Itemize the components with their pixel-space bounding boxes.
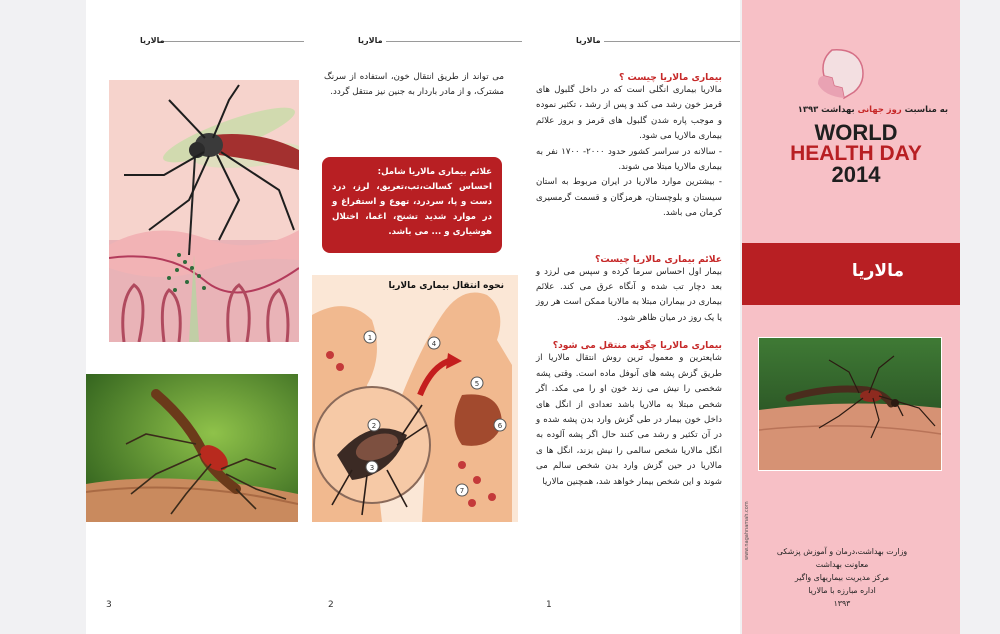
symptoms-box: [322, 157, 502, 253]
transmission-continued-text: می تواند از طریق انتقال خون، استفاده از سرنگ مشترک، و از مادر باردار به جنین نیز منتقل گردد.: [324, 72, 504, 98]
symptoms-box-title: علائم بیماری مالاریا شامل:: [377, 167, 492, 177]
mosquito-on-skin-photo: [86, 374, 298, 522]
event-line-2: HEALTH DAY: [790, 142, 922, 165]
banner-title: مالاریا: [851, 261, 904, 281]
title-banner: [742, 243, 960, 305]
ministry-line: ۱۳۹۳: [833, 599, 851, 608]
occasion-prefix: به مناسبت: [904, 104, 948, 114]
ministry-line: وزارت بهداشت،درمان و آموزش پزشکی: [776, 547, 908, 556]
section-paragraph: شایعترین و معمول ترین روش انتقال مالاریا از طریق گزش پشه های آنوفل ماده است. وقتی پشه شخصی را نیش می زند خون او را می مکد. اگر شخص مبتلا به مالاریا باشد تعدادی از انگل های داخل خون بیمار در طی گزش وارد بدن پشه شده و در آن تکثیر و رشد می کنند حال اگر پشه آلوده به انگل مالاریا شخص سالمی را نیش بزند، انگل ها ی مالاریا در حین گزش وارد بدن شخص سالم می شوند و این شخص بیمار خواهد شد، همچنین مالاریا: [536, 353, 722, 487]
running-header: مالاریا: [358, 36, 383, 45]
running-header-rule: [604, 41, 740, 42]
ministry-line: اداره مبارزه با مالاریا: [808, 586, 876, 595]
running-header-rule: [386, 41, 522, 42]
section-paragraph: - بیشترین موارد مالاریا در ایران مربوط به استان سیستان و بلوچستان، هرمزگان و قسمت گرمسیری کرمان می باشد.: [536, 177, 722, 219]
event-title: [770, 122, 942, 185]
event-line-1: WORLD: [814, 120, 898, 145]
website-url: www.nagahnamah.com: [744, 501, 750, 560]
diagram-step-label: 7: [459, 487, 465, 495]
section-heading-what-is: بیماری مالاریا چیست ؟: [618, 72, 722, 83]
cover-mosquito-photo: [758, 337, 942, 471]
section-heading-symptoms: علائم بیماری مالاریا چیست؟: [595, 253, 722, 265]
section-paragraph: - سالانه در سراسر کشور حدود ۲۰۰۰- ۱۷۰۰ نفر به بیماری مالاریا مبتلا می شوند.: [536, 146, 722, 173]
section-heading-transmission: بیماری مالاریا چگونه منتقل می شود؟: [552, 340, 722, 352]
running-header: مالاریا: [140, 36, 165, 45]
occasion-highlight: روز جهانی: [857, 104, 902, 114]
article-body: [536, 72, 722, 490]
diagram-step-label: 2: [371, 422, 377, 430]
page-number: 1: [546, 600, 552, 610]
page-number: 3: [106, 600, 112, 610]
logo-face-icon: [812, 46, 868, 102]
page-1: [522, 0, 740, 634]
diagram-step-label: 5: [474, 380, 480, 388]
page-3: [86, 0, 304, 634]
diagram-step-label: 1: [367, 334, 373, 342]
diagram-step-label: 4: [431, 340, 437, 348]
ministry-credits: [752, 545, 932, 610]
occasion-suffix: بهداشت ۱۳۹۳: [797, 104, 855, 114]
event-year: 2014: [831, 162, 881, 187]
section-paragraph: بیمار اول احساس سرما کرده و سپس می لرزد و بعد دچار تب شده و آنگاه عرق می کند. علائم بیماری در بیماران مبتلا به مالاریا ممکن است هر روز یا یک روز در میان ظاهر شود.: [536, 266, 722, 323]
occasion-line: [752, 104, 948, 114]
transmission-cycle-diagram: [312, 275, 518, 522]
page-2: [304, 0, 522, 634]
diagram-step-label: 6: [497, 422, 503, 430]
running-header-rule: [158, 41, 304, 42]
ministry-line: مرکز مدیریت بیماریهای واگیر: [794, 573, 890, 582]
diagram-title: نحوه انتقال بیماری مالاریا: [388, 281, 504, 291]
mosquito-bite-illustration: [109, 80, 299, 342]
cover-page: [742, 0, 960, 634]
symptoms-box-body: احساس کسالت،تب،تعریق، لرز، درد دست و پا، سردرد، تهوع و استفراغ و در موارد شدید تشنج، اغما، اختلال هوشیاری و ... می باشد.: [332, 182, 492, 237]
ministry-line: معاونت بهداشت: [815, 560, 869, 569]
diagram-step-label: 3: [369, 464, 375, 472]
running-header: مالاریا: [576, 36, 601, 45]
page-number: 2: [328, 600, 334, 610]
section-paragraph: مالاریا بیماری انگلی است که در داخل گلبول های قرمز خون رشد می کند و پس از رشد ، تکثیر نموده و موجب پاره شدن گلبول های قرمز و بروز علائم بیماری مالاریا می شود.: [536, 85, 722, 142]
